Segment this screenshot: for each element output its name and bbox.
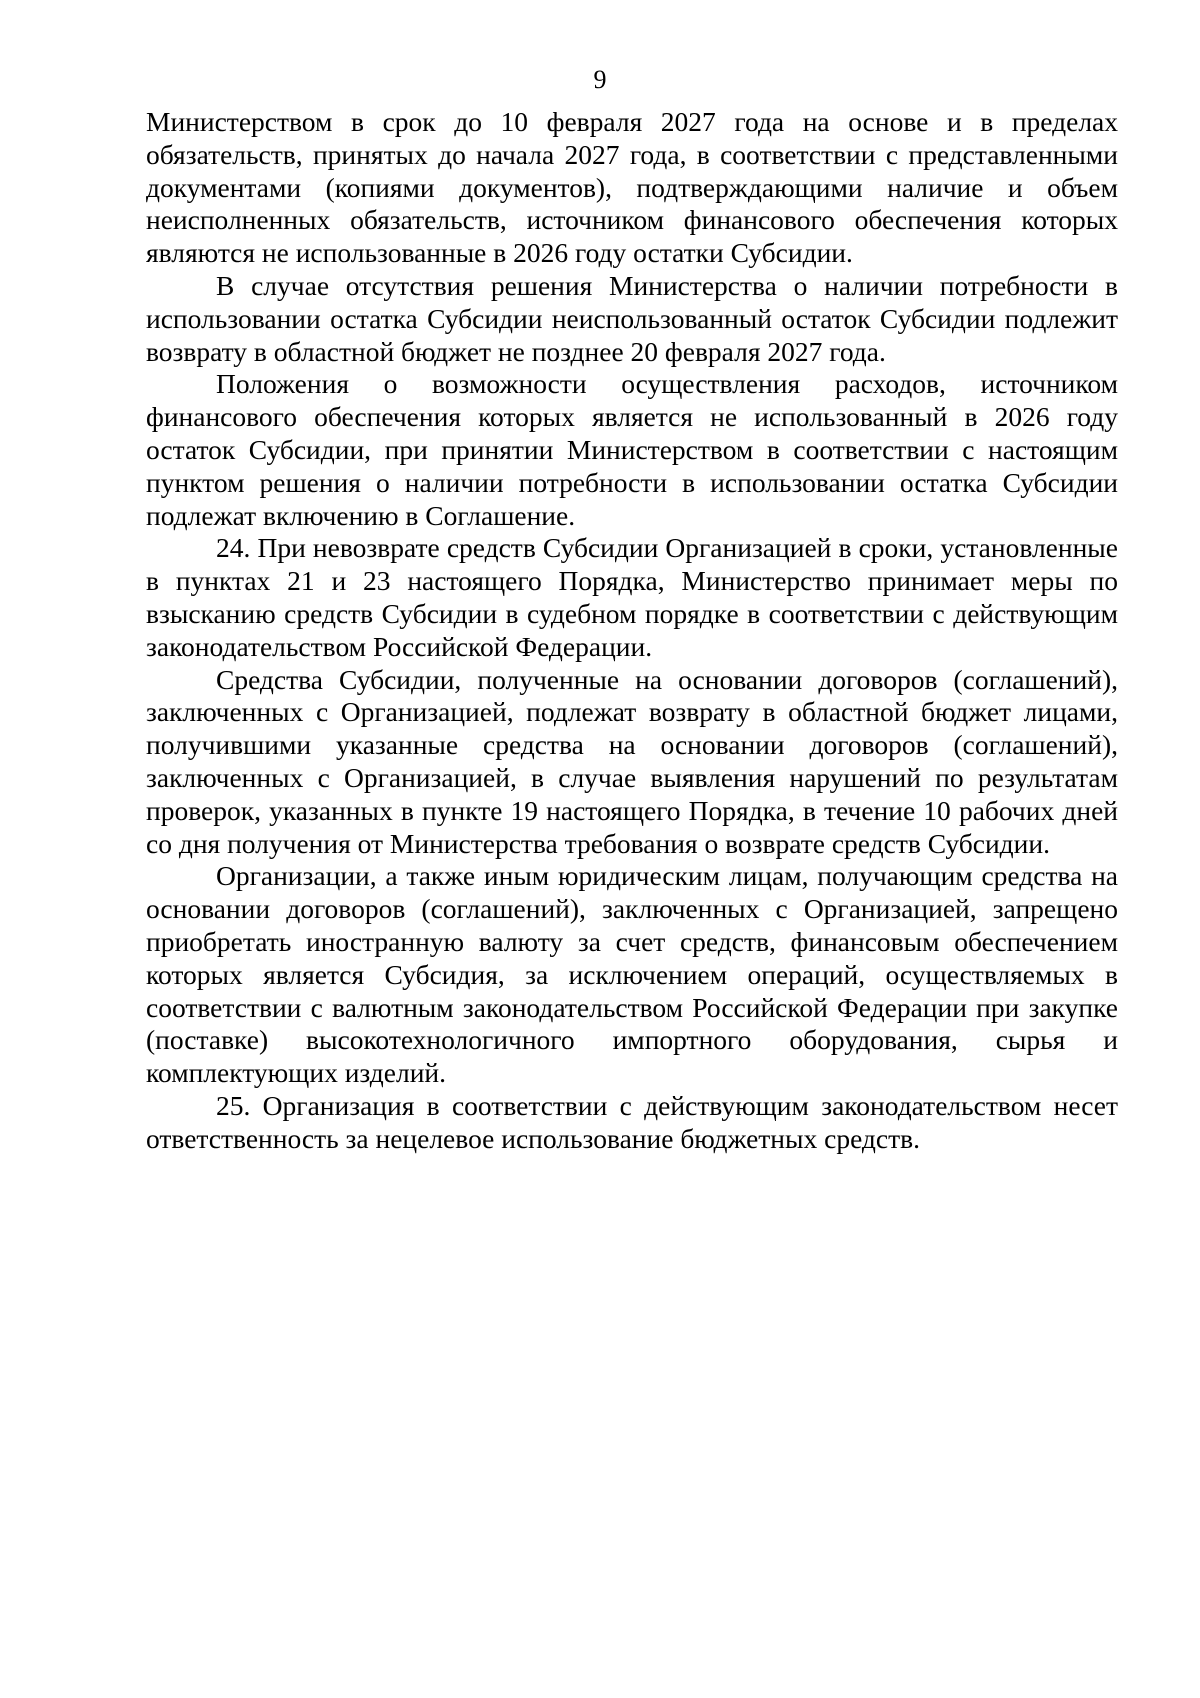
paragraph-unused-balance-return: В случае отсутствия решения Министерства о наличии потребности в использовании остатка Субсидии неиспользованный остаток Субсидии подлежит возврату в областной бюджет не позднее 20 февраля 2027 года. (146, 269, 1118, 367)
document-body (146, 106, 1118, 1156)
page-number: 9 (593, 65, 607, 94)
paragraph-currency-prohibition: Организации, а также иным юридическим лицам, получающим средства на основании договоров (соглашений), заключенных с Организацией, запрещено приобретать иностранную валюту за счет средств, финансовым обеспечением которых является Субсидия, за исключением операций, осуществляемых в соответствии с валютным законодательством Российской Федерации при закупке (поставке) высокотехнологичного импортного оборудования, сырья и комплектующих изделий. (146, 860, 1118, 1089)
paragraph-clause-25: 25. Организация в соответствии с действующим законодательством несет ответственность за нецелевое использование бюджетных средств. (146, 1089, 1118, 1154)
paragraph-continuation: Министерством в срок до 10 февраля 2027 года на основе и в пределах обязательств, принятых до начала 2027 года, в соответствии с представленными документами (копиями документов), подтверждающими наличие и объем неисполненных обязательств, источником финансового обеспечения которых являются не использованные в 2026 году остатки Субсидии. (146, 106, 1118, 269)
paragraph-clause-24: 24. При невозврате средств Субсидии Организацией в сроки, установленные в пунктах 21 и 23 настоящего Порядка, Министерство принимает меры по взысканию средств Субсидии в судебном порядке в соответствии с действующим законодательством Российской Федерации. (146, 532, 1118, 662)
paragraph-contract-funds-return: Средства Субсидии, полученные на основании договоров (соглашений), заключенных с Организацией, подлежат возврату в областной бюджет лицами, получившими указанные средства на основании договоров (соглашений), заключенных с Организацией, в случае выявления нарушений по результатам проверок, указанных в пункте 19 настоящего Порядка, в течение 10 рабочих дней со дня получения от Министерства требования о возврате средств Субсидии. (146, 663, 1118, 859)
paragraph-expense-provisions: Положения о возможности осуществления расходов, источником финансового обеспечения которых является не использованный в 2026 году остаток Субсидии, при принятии Министерством в соответствии с настоящим пунктом решения о наличии потребности в использовании остатка Субсидии подлежат включению в Соглашение. (146, 368, 1118, 531)
